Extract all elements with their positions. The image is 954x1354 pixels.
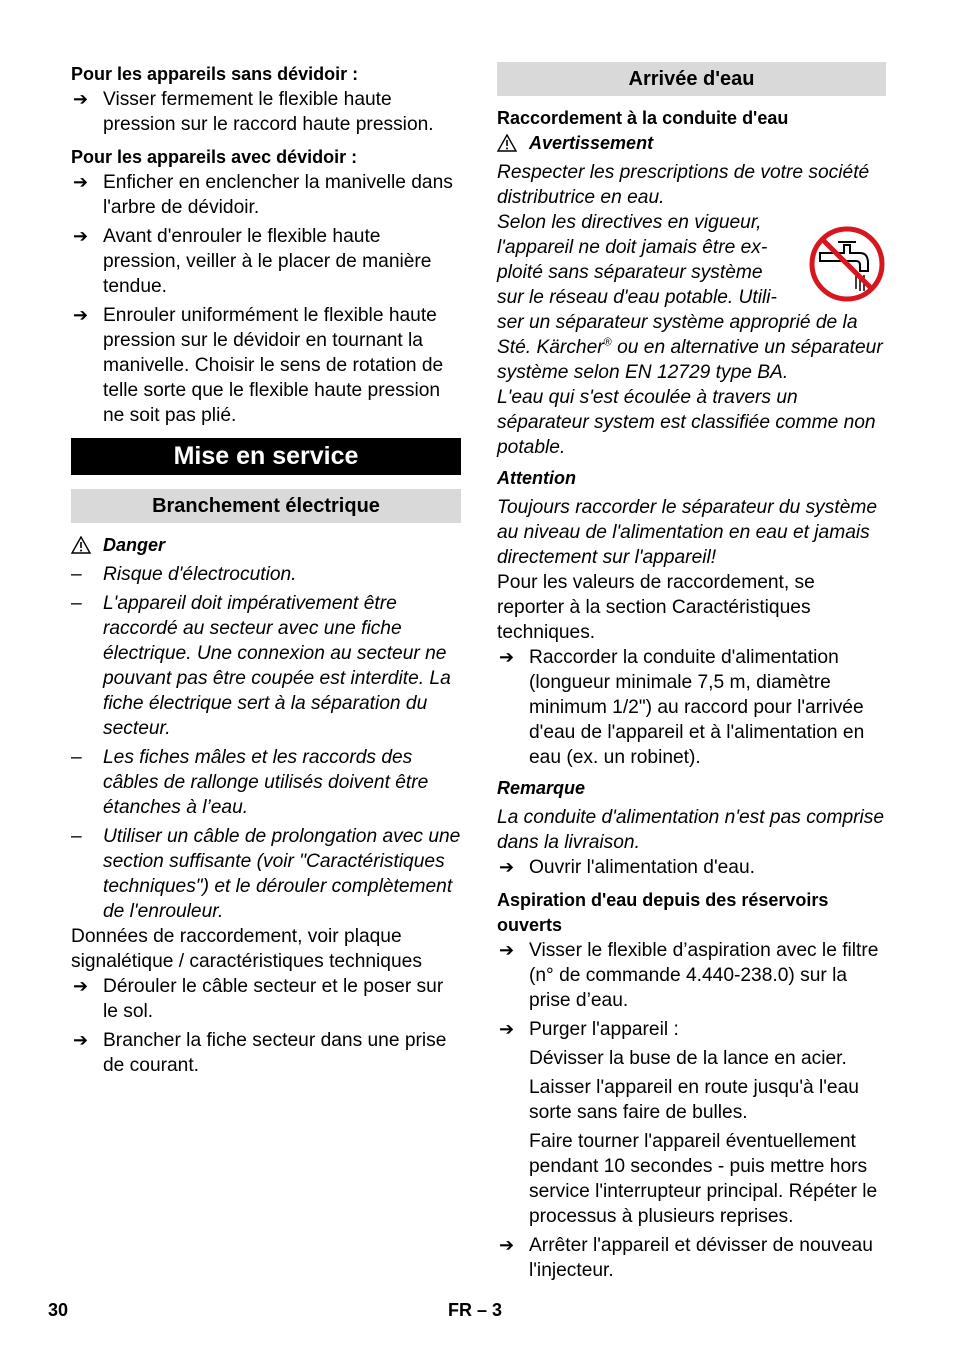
danger-item: – Risque d'électrocution. bbox=[71, 564, 297, 585]
warning-text: Respecter les prescriptions de votre société distributrice en eau. bbox=[497, 162, 870, 208]
paragraph: Données de raccordement, voir plaque signalétique / caractéristiques techniques bbox=[71, 926, 422, 972]
chapter-title: Mise en service bbox=[71, 438, 461, 475]
paragraph: Pour les valeurs de raccordement, se reporter à la section Caractéristiques techniques. bbox=[497, 572, 815, 643]
list-item: ➔ Visser le flexible d’aspiration avec le filtre (n° de commande 4.440-238.0) sur la prise d’eau. bbox=[499, 940, 879, 1011]
arrow-right-icon: ➔ bbox=[73, 89, 89, 109]
sub-step: Laisser l'appareil en route jusqu'à l'eau sorte sans faire de bulles. bbox=[529, 1077, 859, 1123]
list-item: ➔ Dérouler le câble secteur et le poser sur le sol. bbox=[73, 976, 444, 1022]
danger-item: – Les fiches mâles et les raccords des câbles de rallonge utilisés doivent être étanches à l’eau. bbox=[71, 747, 429, 818]
note-heading: Remarque bbox=[497, 778, 586, 798]
sub-step: Faire tourner l'appareil éventuellement pendant 10 secondes - puis mettre hors service l'interrupteur principal. Répéter le processus à plusieurs reprises. bbox=[529, 1131, 878, 1227]
warning-triangle-icon bbox=[497, 134, 517, 152]
arrow-right-icon: ➔ bbox=[499, 647, 515, 667]
warning-text: Selon les directives en vigueur, l'appareil ne doit jamais être ex- ploité sans séparateur système sur le réseau d'eau potable. Utili- ser un séparateur système approprié de la Sté. Kärcher® ou en alternative un séparateur système selon EN 12729 type BA. bbox=[497, 212, 883, 383]
list-item: ➔ Ouvrir l'alimentation d'eau. bbox=[499, 857, 755, 878]
list-item: ➔ Visser fermement le flexible haute pression sur le raccord haute pression. bbox=[73, 89, 434, 135]
list-item: ➔ Purger l'appareil : bbox=[499, 1019, 679, 1040]
list-item: ➔ Avant d'enrouler le flexible haute pression, veiller à le placer de manière tendue. bbox=[73, 226, 432, 297]
page-number: 30 bbox=[48, 1300, 69, 1320]
note-text: La conduite d'alimentation n'est pas comprise dans la livraison. bbox=[497, 807, 885, 853]
arrow-right-icon: ➔ bbox=[499, 1019, 515, 1039]
danger-item: – Utiliser un câble de prolongation avec une section suffisante (voir "Caractéristiques techniques") et le dérouler complètement de l'enrouleur. bbox=[71, 826, 461, 922]
attention-heading: Attention bbox=[497, 468, 576, 488]
warning-heading: Avertissement bbox=[497, 131, 886, 156]
arrow-right-icon: ➔ bbox=[73, 1030, 89, 1050]
no-drinking-water-icon bbox=[808, 225, 886, 303]
arrow-right-icon: ➔ bbox=[73, 226, 89, 246]
heading-with-reel: Pour les appareils avec dévidoir : bbox=[71, 147, 358, 167]
warning-text: L'eau qui s'est écoulée à travers un séparateur system est classifiée comme non potable. bbox=[497, 387, 876, 458]
attention-text: Toujours raccorder le séparateur du système au niveau de l'alimentation en eau et jamais directement sur l'appareil! bbox=[497, 497, 878, 568]
list-item: ➔ Arrêter l'appareil et dévisser de nouveau l'injecteur. bbox=[499, 1235, 873, 1281]
warning-triangle-icon bbox=[71, 536, 91, 554]
arrow-right-icon: ➔ bbox=[499, 1235, 515, 1255]
danger-heading: Danger bbox=[71, 533, 461, 558]
arrow-right-icon: ➔ bbox=[499, 940, 515, 960]
list-item: ➔ Raccorder la conduite d'alimentation (longueur minimale 7,5 m, diamètre minimum 1/2") au raccord pour l'arrivée d'eau de l'appareil et à l'alimentation en eau (ex. un robinet). bbox=[499, 647, 865, 768]
sub-step: Dévisser la buse de la lance en acier. bbox=[529, 1048, 847, 1069]
arrow-right-icon: ➔ bbox=[73, 976, 89, 996]
heading-without-reel: Pour les appareils sans dévidoir : bbox=[71, 64, 359, 84]
danger-item: – L'appareil doit impérativement être raccordé au secteur avec une fiche électrique. Une connexion au secteur ne pouvant pas être coupée est interdite. La fiche électrique sert à la séparation du secteur. bbox=[71, 593, 451, 739]
list-item: ➔ Brancher la fiche secteur dans une prise de courant. bbox=[73, 1030, 447, 1076]
arrow-right-icon: ➔ bbox=[499, 857, 515, 877]
arrow-right-icon: ➔ bbox=[73, 172, 89, 192]
heading-suction: Aspiration d'eau depuis des réservoirs ouverts bbox=[497, 890, 829, 935]
section-title-electrical: Branchement électrique bbox=[71, 489, 461, 523]
list-item: ➔ Enrouler uniformément le flexible haute pression sur le dévidoir en tournant la manivelle. Choisir le sens de rotation de telle sorte que le flexible haute pression ne soit pas plié. bbox=[73, 305, 444, 426]
left-column bbox=[71, 62, 461, 1078]
section-title-water: Arrivée d'eau bbox=[497, 62, 886, 96]
list-item: ➔ Enficher en enclencher la manivelle dans l'arbre de dévidoir. bbox=[73, 172, 453, 218]
page-code: FR – 3 bbox=[448, 1300, 503, 1320]
heading-water-connection: Raccordement à la conduite d'eau bbox=[497, 108, 789, 128]
arrow-right-icon: ➔ bbox=[73, 305, 89, 325]
